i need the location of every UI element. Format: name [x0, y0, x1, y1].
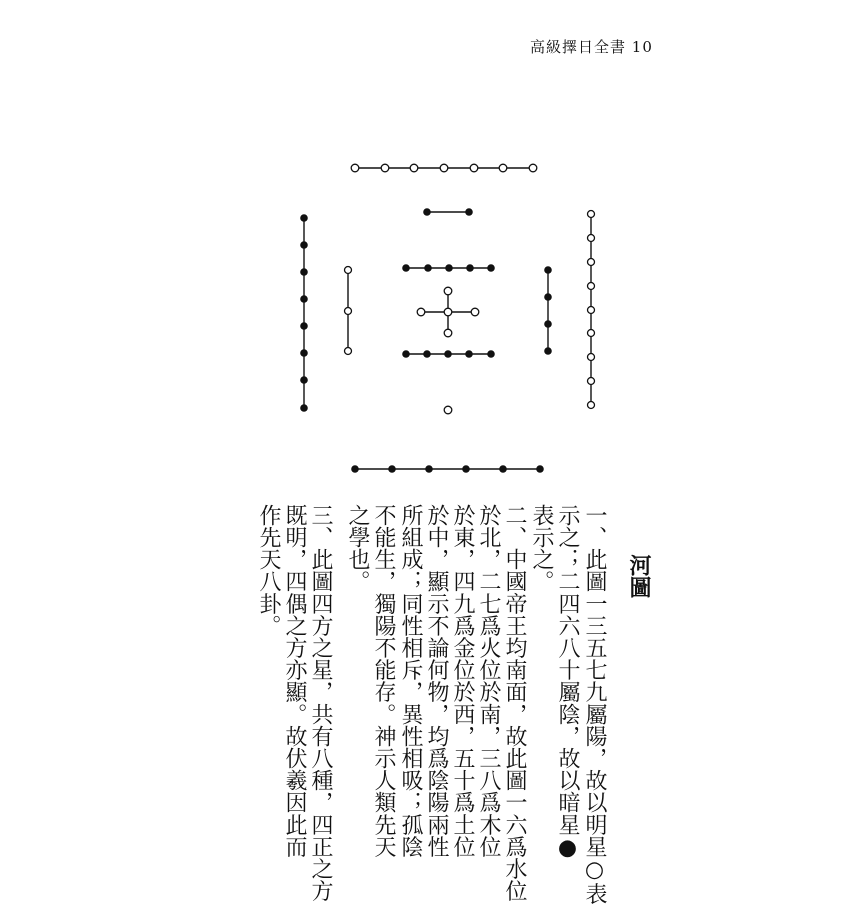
- text-column-4: 二、中國帝王均南面，故此圖一六爲水位: [502, 504, 527, 902]
- text-column-1: 一、此圖一三五七九屬陽，故以明星○表: [582, 504, 607, 905]
- running-title: 高級擇日全書: [530, 38, 627, 56]
- text-column-2: 示之；二四六八十屬陰，故以暗星●: [555, 504, 580, 861]
- text-column-7: 於中，顯示不論何物，均爲陰陽兩性: [424, 504, 449, 858]
- text-column-8: 所組成；同性相斥，異性相吸；孤陰: [398, 504, 423, 858]
- text-column-10: 之學也。: [345, 504, 370, 593]
- figure-title: 河圖: [626, 554, 652, 599]
- text-column-12: 既明，四偶之方亦顯。故伏羲因此而: [282, 504, 307, 858]
- page-number: 10: [631, 38, 653, 56]
- text-column-3: 表示之。: [529, 504, 554, 593]
- open-stars: [345, 164, 595, 414]
- text-column-13: 作先天八卦。: [256, 504, 281, 637]
- text-column-6: 於東，四九爲金位於西，五十爲土位: [450, 504, 475, 858]
- text-column-11: 三、此圖四方之星，共有八種，四正之方: [308, 504, 333, 902]
- dark-stars: [300, 208, 552, 473]
- text-column-9: 不能生，獨陽不能存。神示人類先天: [371, 504, 396, 858]
- text-column-5: 於北，二七爲火位於南，三八爲木位: [476, 504, 501, 858]
